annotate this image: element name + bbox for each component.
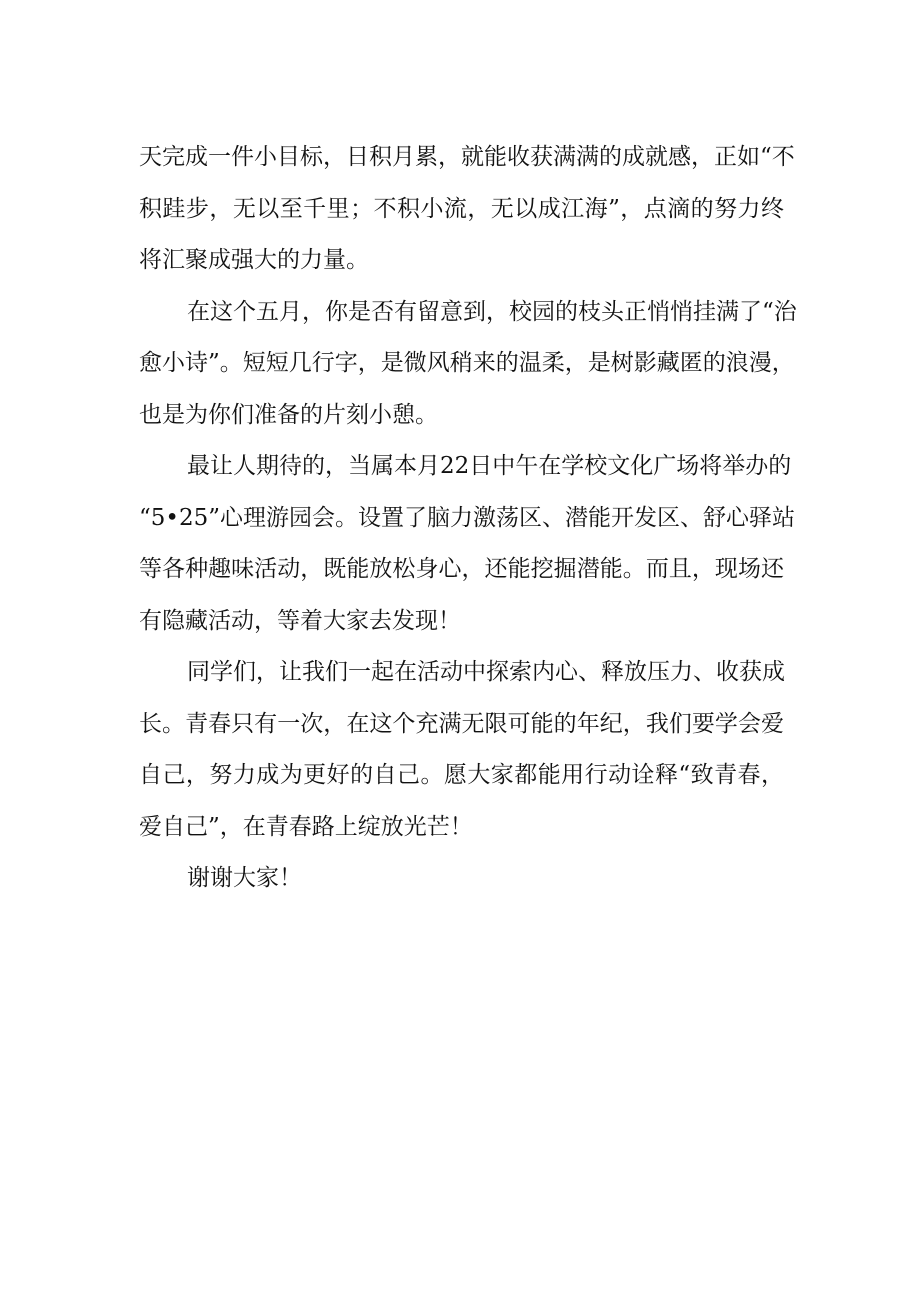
text-line: “5•25”心理游园会。设置了脑力激荡区、潜能开发区、舒心驿站 bbox=[139, 504, 795, 531]
text-line: 最让人期待的，当属本月22日中午在学校文化广场将举办的 bbox=[187, 453, 792, 479]
document-body bbox=[139, 132, 797, 905]
text-line: 在这个五月，你是否有留意到，校园的枝头正悄悄挂满了“治 bbox=[187, 298, 797, 325]
text-line: 谢谢大家！ bbox=[187, 865, 302, 891]
text-line: 同学们，让我们一起在活动中探索内心、释放压力、收获成 bbox=[187, 659, 785, 685]
text-line: 爱自己”，在青春路上绽放光芒！ bbox=[139, 813, 473, 840]
text-line: 天完成一件小目标，日积月累，就能收获满满的成就感，正如“不 bbox=[139, 144, 795, 170]
text-line: 积跬步，无以至千里；不积小流，无以成江海”，点滴的努力终 bbox=[139, 195, 784, 222]
text-line: 有隐藏活动，等着大家去发现！ bbox=[139, 607, 461, 634]
text-line: 将汇聚成强大的力量。 bbox=[139, 247, 369, 273]
paragraph-4 bbox=[139, 647, 784, 853]
paragraph-3 bbox=[139, 441, 795, 647]
text-line: 等各种趣味活动，既能放松身心，还能挖掘潜能。而且，现场还 bbox=[139, 556, 784, 582]
text-line: 自己，努力成为更好的自己。愿大家都能用行动诠释“致青春， bbox=[139, 762, 784, 788]
paragraph-5 bbox=[139, 853, 784, 905]
paragraph-1 bbox=[139, 132, 795, 287]
text-line: 愈小诗”。短短几行字，是微风稍来的温柔，是树影藏匿的浪漫， bbox=[139, 350, 795, 376]
paragraph-2 bbox=[139, 287, 797, 442]
text-line: 也是为你们准备的片刻小憩。 bbox=[139, 401, 438, 428]
text-line: 长。青春只有一次，在这个充满无限可能的年纪，我们要学会爱 bbox=[139, 710, 784, 737]
